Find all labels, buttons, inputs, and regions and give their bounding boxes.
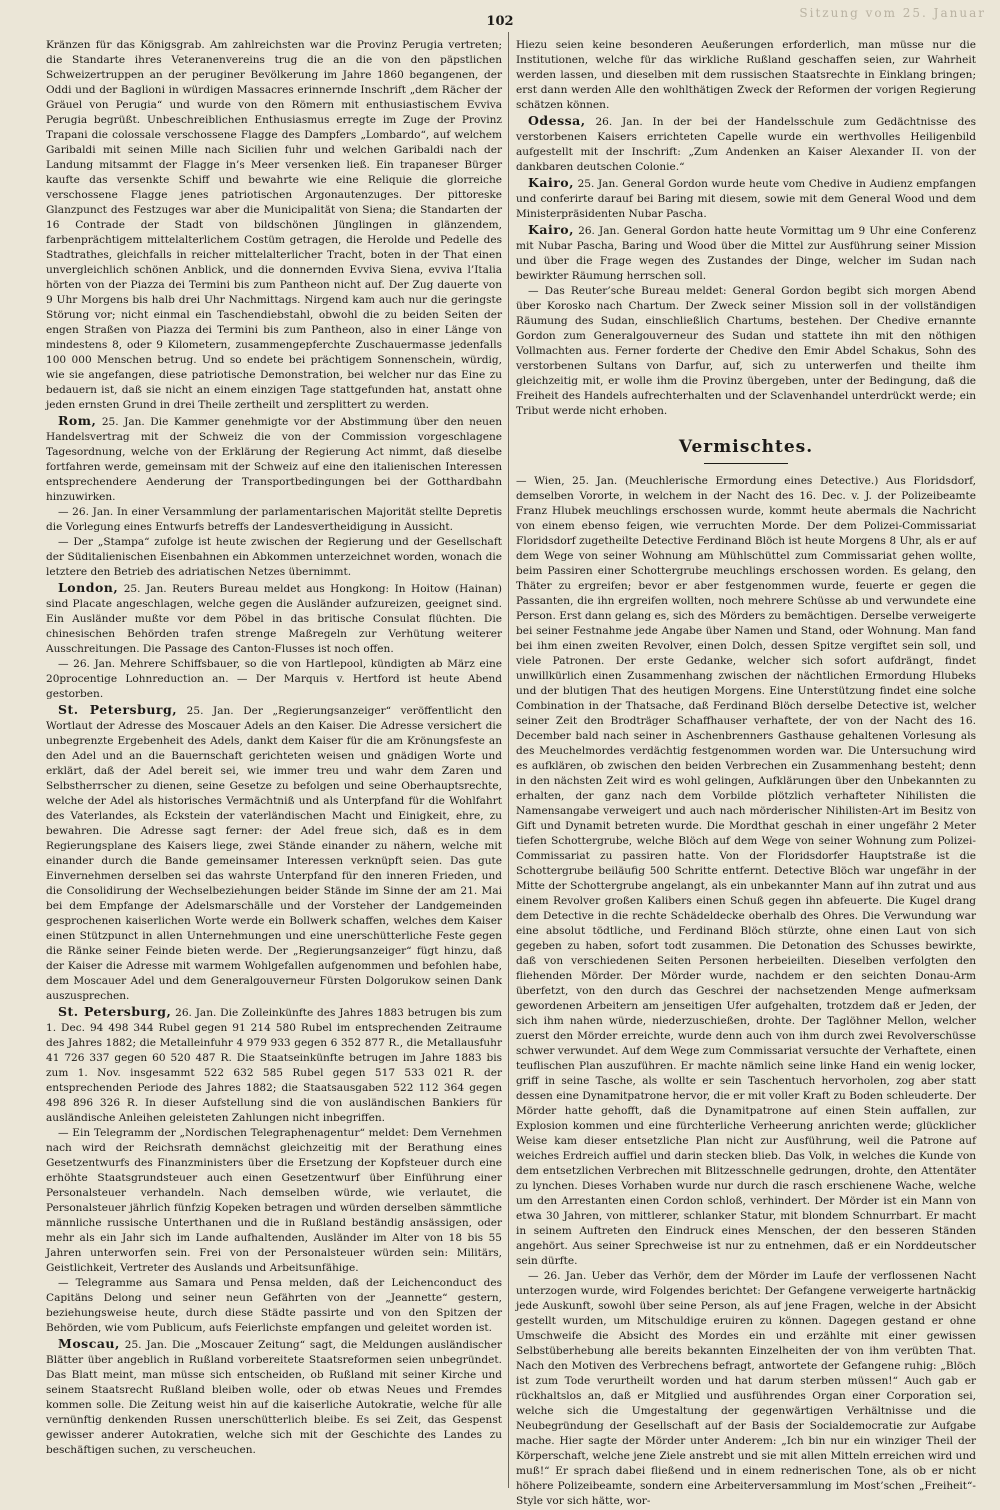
paragraph-text: — Wien, 25. Jan. (Meuchlerische Ermordung eines Detective.) Aus Floridsdorf, demselben Vororte, in welchem in der Nacht des 16. Dec. v. J. der Polizeibeamte Franz Hlubek meuchlings erschossen wurde, kommt heute abermals die Nachricht von einem ebenso feigen, wie verruchten Morde. Der dem Polizei-Commissariat Floridsdorf zugetheilte Detective Ferdinand Blöch ist heute Morgens 8 Uhr, als er auf dem Wege von seiner Wohnung am Mühlschüttel zum Commissariat gehen wollte, beim Passiren einer Schottergrube meuchlings erschossen worden. Es gelang, den Thäter zu ergreifen; bevor er aber festgenommen wurde, feuerte er gegen die Passanten, die ihn ergreifen wollten, noch mehrere Schüsse ab und verwundete eine Person. Erst dann gelang es, sich des Mörders zu bemächtigen. Derselbe verweigerte bei seiner Festnahme jede Angabe über Namen und Stand, oder Wohnung. Man fand bei ihm einen zweiten Revolver, einen Dolch, dessen Spitze vergiftet sein soll, und viele Patronen. Der erste Gedanke, welcher sich sofort aufdrängt, findet unwillkürlich einen Zusammenhang zwischen der nächtlichen Ermordung Hlubeks und der blutigen That des heutigen Morgens. Eine Unterstützung findet eine solche Combination in der Thatsache, daß Ferdinand Blöch derselbe Detective ist, welcher seiner Zeit den Brodträger Schaffhauser verhaftete, der von der Nacht des 16. December bald nach seiner in Aschenbrenners Gasthause gehaltenen Vorlesung als des Meuchelmordes verdächtig festgenommen worden war. Die Untersuchung wird es aufklären, ob zwischen den beiden Verbrechen ein Zusammenhang besteht; denn in den nächsten Zeit wird es wohl gelingen, Aufklärungen über den Unbekannten zu erhalten, der ganz nach dem Vorbilde plötzlich verhafteter Nihilisten die Namensangabe verweigert und auch nach mörderischer Nihilisten-Art im Besitz von Gift und Dynamit betreten wurde. Die Mordthat geschah in einer ungefähr 2 Meter tiefen Schottergrube, welche Blöch auf dem Wege von seiner Wohnung zum Polizei-Commissariat zu passiren hatte. Von der Floridsdorfer Hauptstraße ist die Schottergrube beiläufig 500 Schritte entfernt. Detective Blöch war ungefähr in der Mitte der Schottergrube angelangt, als ein unbekannter Mann auf ihn zutrat und aus einem Revolver großen Kalibers einen Schuß gegen ihn abfeuerte. Die Kugel drang dem Detective in die rechte Schädeldecke oberhalb des Ohres. Die Verwundung war eine absolut tödtliche, und Ferdinand Blöch stürzte, ohne einen Laut von sich gegeben zu haben, sofort todt zusammen. Die Detonation des Schusses bewirkte, daß von verschiedenen Seiten Personen herbeieilten. Dieselben verfolgten den fliehenden Mörder. Der Mörder wurde, nachdem er den seichten Donau-Arm überfetzt, von den durch das Geschrei der nachsetzenden Menge aufmerksam gewordenen Arbeitern am jenseitigen Ufer aufgehalten, trotzdem daß er Jeden, der sich ihm nahen würde, niederzuschießen, drohte. Der Taglöhner Mellon, welcher zuerst den Mörder erreichte, wurde denn auch von ihm durch zwei Revolverschüsse schwer verwundet. Auf dem Wege zum Commissariat versuchte der Verhaftete, einen teuflischen Plan auszuführen. Er machte nämlich seine linke Hand ein wenig locker, griff in seine Tasche, als wollte er sein Taschentuch hervorholen, zog aber statt dessen eine Dynamitpatrone hervor, die er mit voller Kraft zu Boden schleuderte. Der Mörder hatte gehofft, daß die Dynamitpatrone auf einen Stein auffallen, zur Explosion kommen und eine fürchterliche Verheerung anrichten werde; glücklicher Weise kam dieser entsetzliche Plan nicht zur Ausführung, weil die Patrone auf weiches Erdreich auffiel und darin stecken blieb. Das Volk, in welches die Kunde von dem entsetzlichen Verbrechen mit Blitzesschnelle gedrungen, drohte, den Attentäter zu lynchen. Dieses Vorhaben wurde nur durch die rasch erschienene Wache, welche um den Arrestanten einen Cordon schloß, verhindert. Der Mörder ist ein Mann von etwa 30 Jahren, von mittlerer, schlanker Statur, mit blondem Schnurrbart. Er macht in seinem Auftreten den Eindruck eines Menschen, der den besseren Ständen angehört. Aus seiner Sprechweise ist nur zu entnehmen, daß er ein Norddeutscher sein dürfte. [516, 475, 976, 1267]
dateline-location: St. Petersburg, [58, 1004, 172, 1019]
dateline-location: London, [58, 580, 119, 595]
article-paragraph [46, 413, 502, 505]
article-paragraph [46, 535, 502, 580]
right-column-miscellany [516, 474, 976, 1509]
paragraph-text: 25. Jan. Die Kammer genehmigte vor der Abstimmung über den neuen Handelsvertrag mit der Schweiz die von der Commission vorgeschlagene Tagesordnung, welche von der Erklärung der Regierung Act nimmt, daß dieselbe fortfahren werde, gemeinsam mit der Schweiz auf eine den italienischen Interessen entsprechendere Aenderung der Transportbedingungen bei der Gotthardbahn hinzuwirken. [46, 416, 502, 503]
article-paragraph [46, 1004, 502, 1126]
paragraph-text: — 26. Jan. In einer Versammlung der parlamentarischen Majorität stellte Depretis die Vorlegung eines Entwurfs betreffs der Landesvertheidigung in Aussicht. [46, 506, 502, 533]
article-paragraph [46, 580, 502, 657]
bleed-through-header: Sitzung vom 25. Januar [799, 6, 986, 20]
article-paragraph [46, 1276, 502, 1336]
article-paragraph [46, 702, 502, 1004]
paragraph-text: 26. Jan. General Gordon hatte heute Vormittag um 9 Uhr eine Conferenz mit Nubar Pascha, Baring und Wood über die Mittel zur Ausführung seiner Mission und über die Frage wegen des Zustandes der Dinge, welcher im Sudan nach bewirkter Räumung herrschen soll. [516, 225, 976, 282]
article-paragraph [46, 38, 502, 413]
dateline-location: Moscau, [58, 1336, 120, 1351]
article-paragraph [516, 38, 976, 113]
paragraph-text: — Der „Stampa“ zufolge ist heute zwischen der Regierung und der Gesellschaft der Süditalienischen Eisenbahnen ein Abkommen unterzeichnet worden, wonach die letztere den Betrieb des adriatischen Netzes übernimmt. [46, 536, 502, 578]
paragraph-text: 25. Jan. Die „Moscauer Zeitung“ sagt, die Meldungen ausländischer Blätter über angeblich in Rußland vorbereitete Staatsreformen seien unbegründet. Das Blatt meint, man müsse sich entscheiden, ob Rußland mit seiner Kirche und seinem Staatsrecht Rußland bleiben wolle, oder ob etwas Neues und Fremdes kommen solle. Die Zeitung weist hin auf die kaiserliche Autokratie, welche für alle vernünftig denkenden Russen unerschütterlich bleibe. Es sei Zeit, das Gespenst gewisser anderer Autokratien, welche sich mit der Geschichte des Landes zu beschäftigen suchen, zu verscheuchen. [46, 1339, 502, 1456]
dateline-location: Rom, [58, 413, 97, 428]
section-heading-text: Vermischtes. [678, 437, 814, 457]
article-paragraph [516, 474, 976, 1269]
article-paragraph [46, 1126, 502, 1276]
paragraph-text: 26. Jan. Die Zolleinkünfte des Jahres 1883 betrugen bis zum 1. Dec. 94 498 344 Rubel gegen 91 214 580 Rubel im entsprechenden Zeitraume des Jahres 1882; die Metalleinfuhr 4 979 933 gegen 6 352 877 R., die Metallausfuhr 41 726 337 gegen 60 520 487 R. Die Staatseinkünfte betrugen im Jahre 1883 bis zum 1. Nov. insgesammt 522 632 585 Rubel gegen 517 533 021 R. der entsprechenden Periode des Jahres 1882; die Staatsausgaben 522 112 364 gegen 498 896 326 R. In dieser Aufstellung sind die von ausländischen Bankiers für ausländische Anleihen geleisteten Zahlungen nicht inbegriffen. [46, 1007, 502, 1124]
article-paragraph [516, 1269, 976, 1509]
section-heading [516, 437, 976, 464]
article-paragraph [516, 222, 976, 284]
article-paragraph [46, 505, 502, 535]
paragraph-text: — Ein Telegramm der „Nordischen Telegraphenagentur“ meldet: Dem Vernehmen nach wird der Reichsrath demnächst gleichzeitig mit der Berathung eines Gesetzentwurfs des Finanzministers über die Ersetzung der Kopfsteuer durch eine erhöhte Staatsgrundsteuer auch einen Gesetzentwurf über Einführung einer Personalsteuer verhandeln. Nach demselben würde, wie verlautet, die Personalsteuer jährlich fünfzig Kopeken betragen und würden derselben sämmtliche männliche russische Unterthanen und die in Rußland beständig ansässigen, oder mehr als ein Jahr sich im Lande aufhaltenden, Ausländer im Alter von 18 bis 55 Jahren unterworfen sein. Frei von der Personalsteuer würden sein: Militärs, Geistlichkeit, Vertreter des Auslands und Arbeitsunfähige. [46, 1127, 502, 1274]
right-column-news [516, 38, 976, 419]
paragraph-text: — Das Reuter’sche Bureau meldet: General Gordon begibt sich morgen Abend über Korosko nach Chartum. Der Zweck seiner Mission soll in der vollständigen Räumung des Sudan, einschließlich Chartums, bestehen. Der Chedive ernannte Gordon zum Generalgouverneur des Sudan und stattete ihn mit den nöthigen Vollmachten aus. Ferner forderte der Chedive den Emir Abdel Schakus, Sohn des verstorbenen Sultans von Darfur, auf, sich zu unterwerfen und theilte ihm gleichzeitig mit, er wolle ihm die Provinz übergeben, unter der Bedingung, daß die Freiheit des Handels aufrechterhalten und der Sclavenhandel unterdrückt werde; ein Tribut werde nicht erhoben. [516, 285, 976, 417]
paragraph-text: 25. Jan. Reuters Bureau meldet aus Hongkong: In Hoitow (Hainan) sind Placate angeschlagen, welche gegen die Ausländer aufzureizen, geeignet sind. Ein Ausländer mußte vor dem Pöbel in das britische Consulat flüchten. Die chinesischen Behörden trafen strenge Maßregeln zur Verhütung weiterer Ausschreitungen. Die Passage des Canton-Flusses ist noch offen. [46, 583, 502, 655]
paragraph-text: 26. Jan. In der bei der Handelsschule zum Gedächtnisse des verstorbenen Kaisers errichteten Capelle wurde ein werthvolles Heiligenbild aufgestellt mit der Inschrift: „Zum Andenken an Kaiser Alexander II. von der dankbaren deutschen Colonie.“ [516, 116, 976, 173]
article-paragraph [516, 284, 976, 419]
dateline-location: St. Petersburg, [58, 702, 178, 717]
page-number: 102 [486, 14, 514, 29]
column-divider [508, 32, 509, 1488]
left-column [46, 38, 502, 1493]
article-paragraph [516, 113, 976, 175]
article-paragraph [516, 175, 976, 222]
paragraph-text: — Telegramme aus Samara und Pensa melden, daß der Leichenconduct des Capitäns Delong und seiner neun Gefährten von der „Jeannette“ gestern, beziehungsweise heute, durch diese Städte passirte und von den Spitzen der Behörden, wie vom Publicum, aufs Feierlichste empfangen und geleitet worden ist. [46, 1277, 502, 1334]
paragraph-text: — 26. Jan. Ueber das Verhör, dem der Mörder im Laufe der verflossenen Nacht unterzogen wurde, wird Folgendes berichtet: Der Gefangene verweigerte hartnäckig jede Auskunft, sowohl über seine Person, als auf jene Fragen, welche in der Absicht gestellt wurden, um Mitschuldige eruiren zu können. Dagegen gestand er ohne Umschweife die Absicht des Mordes ein und erzählte mit einer gewissen Selbstüberhebung alle bereits bekannten Einzelheiten der von ihm verübten That. Nach den Motiven des Verbrechens befragt, antwortete der Gefangene ruhig: „Blöch ist zum Tode verurtheilt worden und hat darum sterben müssen!“ Auch gab er rückhaltslos an, daß er Mitglied und ausführendes Organ einer Corporation sei, welche sich die Umgestaltung der gegenwärtigen Verhältnisse und die Neubegründung der Gesellschaft auf der Basis der Socialdemocratie zur Aufgabe mache. Hier sagte der Mörder unter Anderem: „Ich bin nur ein winziger Theil der Körperschaft, welche jene Ziele anstrebt und sie mit allen Mitteln erreichen wird und muß!“ Er sprach dabei fließend und in einem rednerischen Tone, als ob er nicht höhere Polizeibeamte, sondern eine Arbeiterversammlung im Most’schen „Freiheit“-Style vor sich hätte, wor- [516, 1270, 976, 1507]
heading-underline [704, 463, 788, 464]
article-paragraph [46, 657, 502, 702]
paragraph-text: Hiezu seien keine besonderen Aeußerungen erforderlich, man müsse nur die Institutionen, welche für das wirkliche Rußland geschaffen seien, zur Wahrheit werden lassen, und dieselben mit dem russischen Staatsrechte in Einklang bringen; erst dann werden Alle den wohlthätigen Zweck der Reformen der vorigen Regierung schätzen können. [516, 39, 976, 111]
paragraph-text: 25. Jan. General Gordon wurde heute vom Chedive in Audienz empfangen und conferirte darauf bei Baring mit diesem, sowie mit dem General Wood und dem Ministerpräsidenten Nubar Pascha. [516, 178, 976, 220]
dateline-location: Kairo, [528, 175, 574, 190]
paragraph-text: — 26. Jan. Mehrere Schiffsbauer, so die von Hartlepool, kündigten ab März eine 20procentige Lohnreduction an. — Der Marquis v. Hertford ist heute Abend gestorben. [46, 658, 502, 700]
dateline-location: Odessa, [528, 113, 586, 128]
paragraph-text: Kränzen für das Königsgrab. Am zahlreichsten war die Provinz Perugia vertreten; die Standarte ihres Veteranenvereins trug die an die von den päpstlichen Schweizertruppen an der peruginer Bevölkerung im Jahre 1860 begangenen, der Oddi und der Baglioni in würdigen Massacres erinnernde Inschrift „dem Rächer der Gräuel von Perugia“ und wurde von den Römern mit enthusiastischem Evviva Perugia begrüßt. Unbeschreiblichen Enthusiasmus erregte im Zuge der Provinz Trapani die colossale verschossene Flagge des Dampfers „Lombardo“, auf welchem Garibaldi mit seinen Mille nach Sicilien fuhr und welchen Garibaldi nach der Landung mitsammt der Flagge in’s Meer versenken ließ. Ein trapaneser Bürger kaufte das versenkte Schiff und bewahrte wie eine Reliquie die glorreiche verschossene Flagge jenes patriotischen Argonautenzuges. Der pittoreske Glanzpunct des Festzuges war aber die Municipalität von Siena; die Standarten der 16 Contrade der Stadt von bildschönen Jünglingen in glänzendem, farbenprächtigem mittelalterlichem Costüm getragen, die Herolde und Pedelle des Stadtrathes, gleichfalls in reicher mittelalterlicher Tracht, boten in der That einen unvergleichlich schönen Anblick, und die donnernden Evviva Siena, evviva l’Italia hörten von der Piazza dei Termini bis zum Pantheon nicht auf. Der Zug dauerte von 9 Uhr Morgens bis halb drei Uhr Nachmittags. Nirgend kam auch nur die geringste Störung vor; nicht einmal ein Taschendiebstahl, obwohl die zu beiden Seiten der engen Straßen von Piazza dei Termini bis zum Pantheon, also in einer Länge von mindestens 8, oder 9 Kilometern, zusammengepferchte Zuschauermasse jedenfalls 100 000 Menschen betrug. Und so endete bei prächtigem Sonnenschein, würdig, wie sie angefangen, diese patriotische Demonstration, bei welcher nur das Eine zu bedauern ist, daß sie nicht an einem einzigen Tage stattgefunden hat, anstatt ohne jeden ernsten Grund in drei Theile zertheilt und zersplittert zu werden. [46, 39, 502, 411]
article-paragraph [46, 1336, 502, 1458]
dateline-location: Kairo, [528, 222, 574, 237]
right-column [516, 38, 976, 1507]
paragraph-text: 25. Jan. Der „Regierungsanzeiger“ veröffentlicht den Wortlaut der Adresse des Moscauer Adels an den Kaiser. Die Adresse versichert die unbegrenzte Ergebenheit des Adels, dankt dem Kaiser für die am Krönungsfeste an den Adel und an die Bauernschaft gerichteten weisen und gnädigen Worte und erklärt, daß der Adel bereit sei, wie immer treu und wahr dem Zaren und Selbstherrscher zu dienen, seine Gesetze zu befolgen und seine Oberhauptsrechte, welche der Adel als historisches Vermächtniß und als Unterpfand für die Wohlfahrt des Vaterlandes, als Eckstein der vaterländischen Macht und Einigkeit, ehre, zu bewahren. Die Adresse sagt ferner: der Adel freue sich, daß es in dem Regierungsplane des Kaisers liege, zwei Stände einander zu nähern, welche mit einander durch die Bande gemeinsamer Interessen verknüpft seien. Das gute Einvernehmen derselben sei das wahrste Unterpfand für den inneren Frieden, und die Consolidirung der Wechselbeziehungen beider Stände im Sinne der am 21. Mai bei dem Empfange der Adelsmarschälle und der Vorsteher der Landgemeinden gesprochenen kaiserlichen Worte werde ein Bollwerk schaffen, welches dem Kaiser einen Stützpunct in allen Unternehmungen und eine unerschütterliche Feste gegen die Ränke seiner Feinde bieten werde. Der „Regierungsanzeiger“ fügt hinzu, daß der Kaiser die Adresse mit warmem Wohlgefallen aufgenommen und befohlen habe, dem Moscauer Adel und dem Generalgouverneur Fürsten Dolgorukow seinen Dank auszusprechen. [46, 705, 502, 1002]
